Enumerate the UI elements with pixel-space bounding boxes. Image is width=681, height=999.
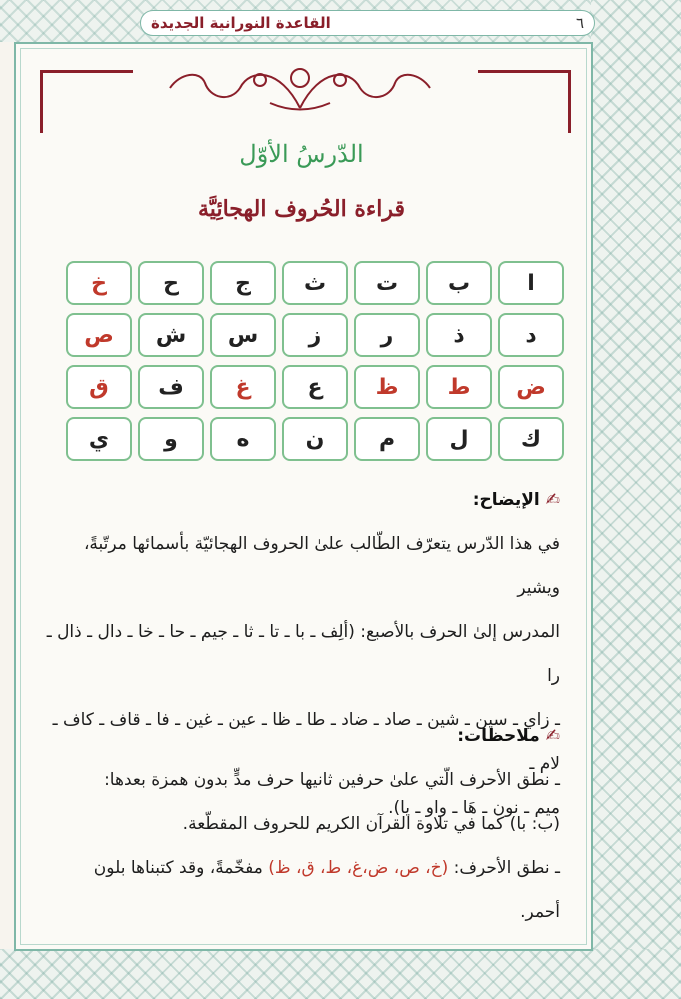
letter-cell: ض (498, 365, 564, 409)
letter-cell: غ (210, 365, 276, 409)
letter-cell: ن (282, 417, 348, 461)
letter-cell: ج (210, 261, 276, 305)
page-header (140, 10, 595, 36)
letter-cell: و (138, 417, 204, 461)
book-title: القاعدة النورانية الجديدة (151, 14, 331, 32)
letter-cell: ط (426, 365, 492, 409)
emphatic-letters: (خ، ص، ض،غ، ط، ق، ظ) (268, 858, 449, 878)
bottom-ornament-border (0, 949, 681, 999)
letter-cell: ك (498, 417, 564, 461)
letter-cell: ح (138, 261, 204, 305)
explanation-line: ميم ـ نون ـ هَا ـ واو ـ يا). (388, 798, 560, 818)
letter-cell: ث (282, 261, 348, 305)
letter-cell: ب (426, 261, 492, 305)
letter-cell: س (210, 313, 276, 357)
letter-cell: ذ (426, 313, 492, 357)
note-line: ـ نطق الأحرف الّتي علىٰ حرفين ثانيها حرف مدٍّ بدون همزة بعدها: (104, 770, 560, 790)
letter-cell: ع (282, 365, 348, 409)
notes-section (38, 714, 560, 934)
letter-cell: ق (66, 365, 132, 409)
letter-cell: ه (210, 417, 276, 461)
letter-cell: ف (138, 365, 204, 409)
page-number: ٦ (575, 14, 584, 32)
note-line: (ب: با) كما في تلاوة القرآن الكريم للحروف المقطّعة. (182, 814, 560, 834)
explanation-line: ـ زاي ـ سين ـ شين ـ صاد ـ ضاد ـ طا ـ ظا ـ عين ـ غين ـ فا ـ قاف ـ كاف ـ لام ـ (52, 710, 560, 774)
note-line: أحمر. (520, 902, 560, 922)
lesson-subtitle: قراءة الحُروف الهجائِيَّة (198, 196, 405, 222)
note-line: ـ نطق الأحرف: (خ، ص، ض،غ، ط، ق، ظ) مفخّمةً، وقد كتبناها بلون (93, 858, 560, 878)
explanation-line: المدرس إلىٰ الحرف بالأصبع: (ألِف ـ با ـ تا ـ ثا ـ جيم ـ حا ـ خا ـ دال ـ ذال ـ را (46, 622, 560, 686)
letters-grid (68, 261, 564, 461)
right-ornament-border (591, 0, 681, 999)
letter-cell: ا (498, 261, 564, 305)
letter-cell: ظ (354, 365, 420, 409)
lesson-title: الدّرسُ الأوّل (239, 140, 364, 168)
letter-cell: م (354, 417, 420, 461)
letter-cell: ي (66, 417, 132, 461)
notes-heading: ✍ملاحظات: (457, 726, 560, 746)
letter-cell: ر (354, 313, 420, 357)
left-corner-ornament (40, 70, 133, 133)
letter-cell: ل (426, 417, 492, 461)
explanation-line: في هذا الدّرس يتعرّف الطّالب علىٰ الحروف الهجائيّة بأسمائها مرتّبةً، ويشير (83, 534, 560, 598)
pencil-icon: ✍ (545, 490, 560, 510)
letter-cell: د (498, 313, 564, 357)
letter-cell: ش (138, 313, 204, 357)
floral-ornament-icon (150, 58, 450, 116)
letter-cell: ص (66, 313, 132, 357)
letter-cell: خ (66, 261, 132, 305)
right-corner-ornament (478, 70, 571, 133)
letter-cell: ت (354, 261, 420, 305)
pencil-icon: ✍ (545, 726, 560, 746)
explanation-heading: ✍الإيضاح: (472, 490, 560, 510)
letter-cell: ز (282, 313, 348, 357)
